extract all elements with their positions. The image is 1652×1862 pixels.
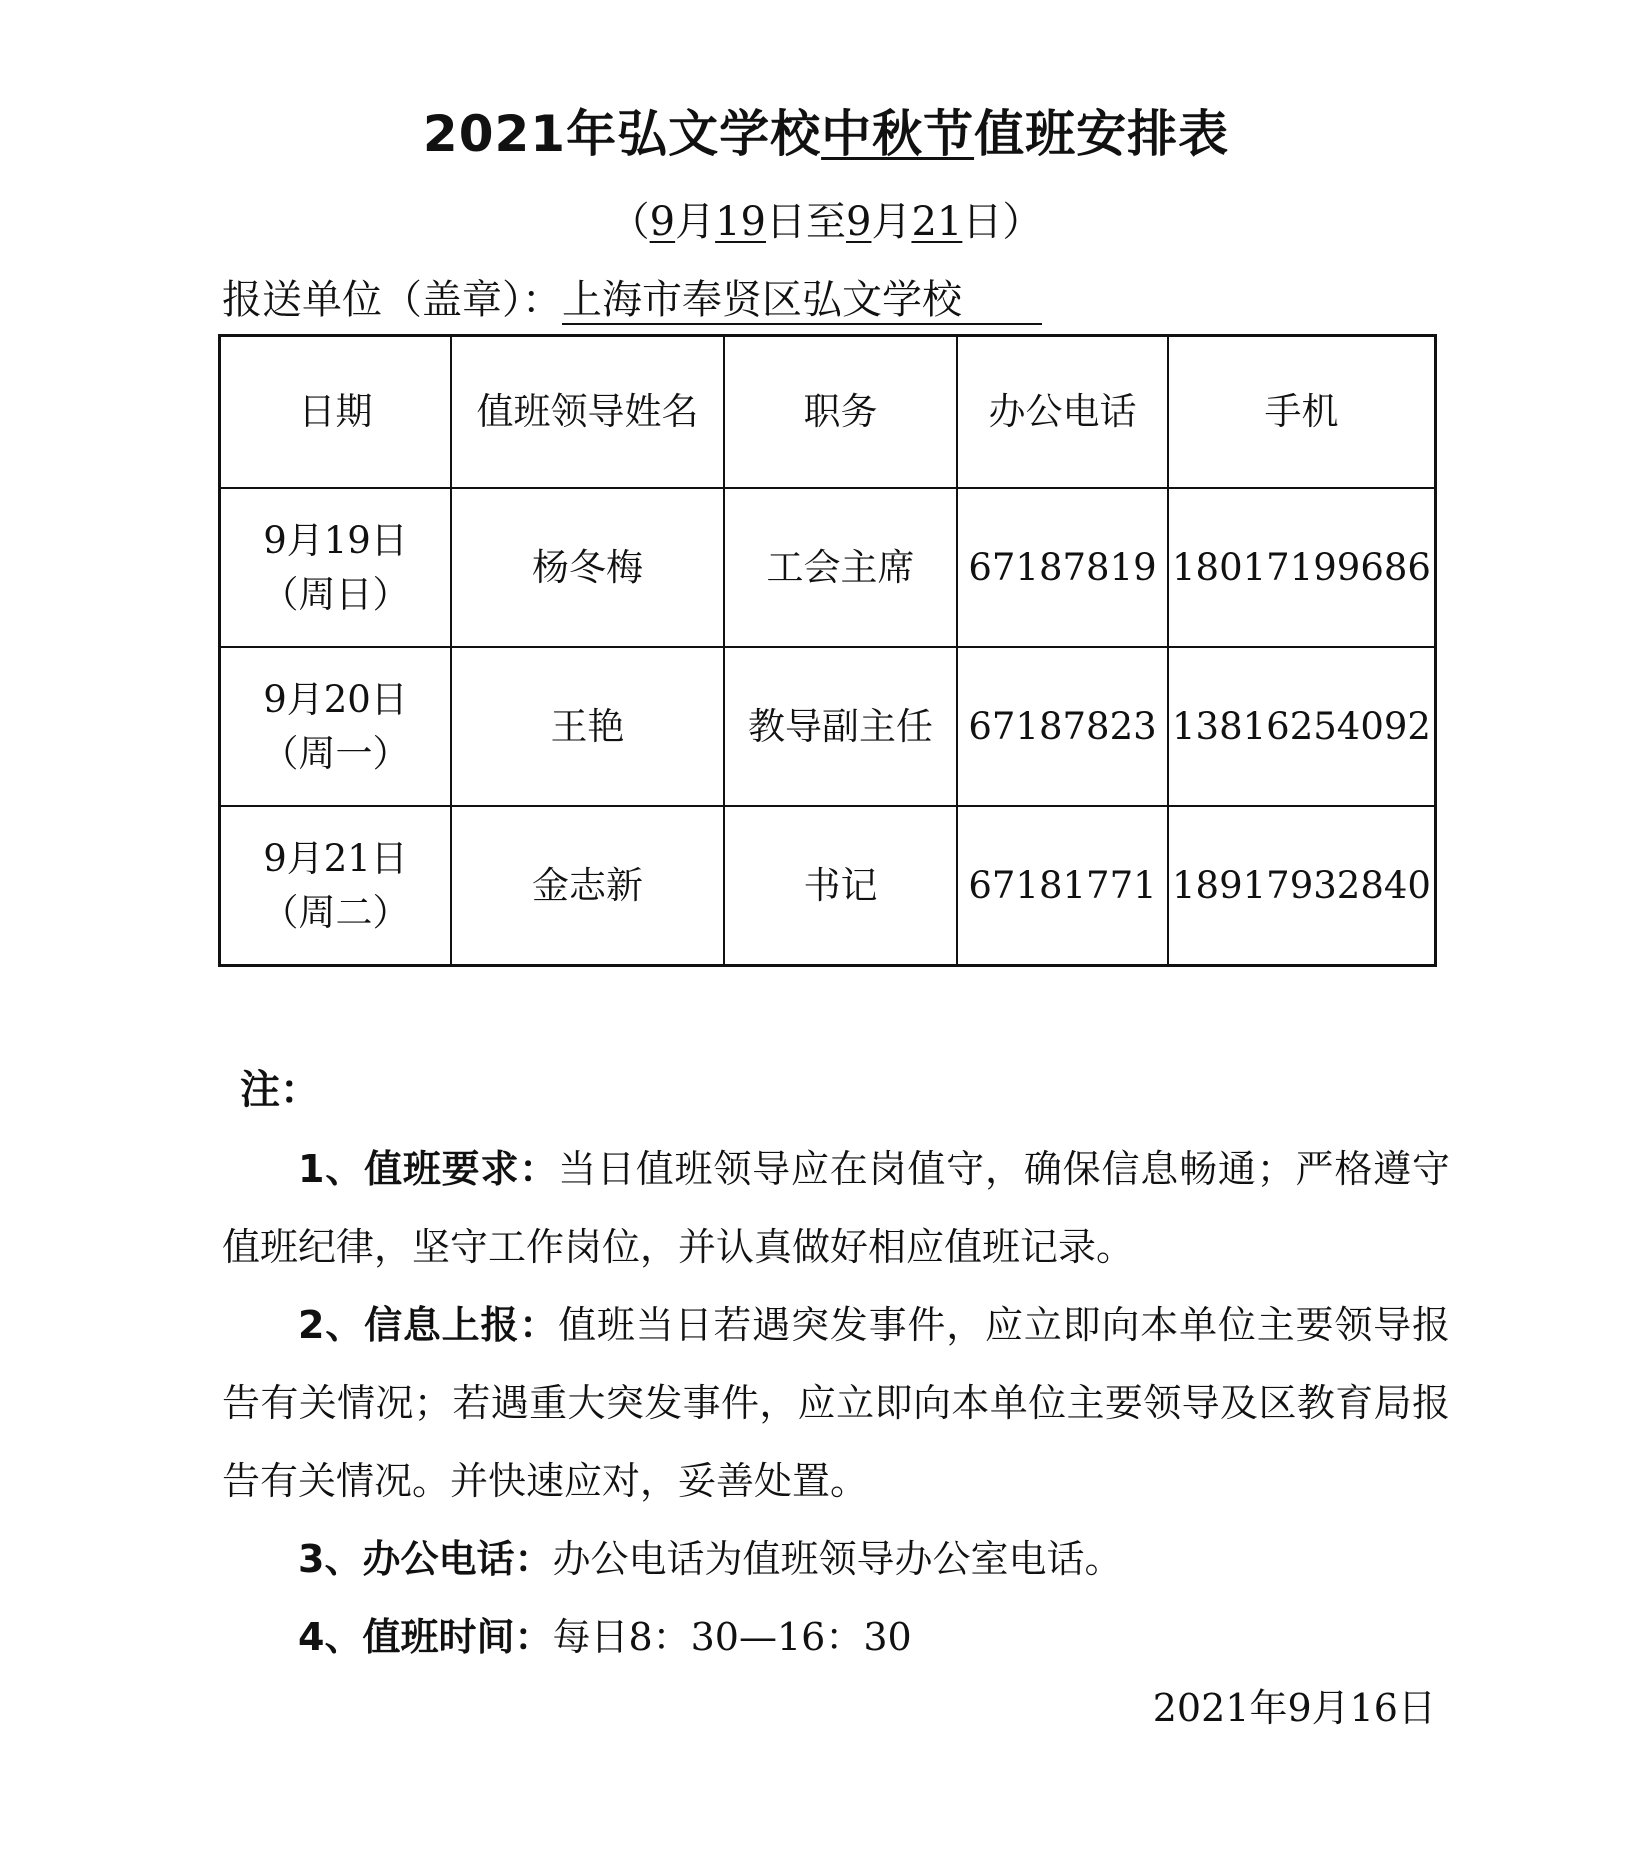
cell-position: 书记 bbox=[724, 806, 957, 966]
weekday-text: （周一） bbox=[261, 731, 410, 775]
header-leader: 值班领导姓名 bbox=[451, 336, 724, 489]
note-item bbox=[222, 1520, 1450, 1598]
subtitle-end-day: 21 bbox=[911, 199, 963, 245]
header-office-phone: 办公电话 bbox=[957, 336, 1168, 489]
date-text: 9月21日 bbox=[263, 836, 408, 880]
note-label: 2、信息上报： bbox=[298, 1303, 559, 1347]
issue-date: 2021年9月16日 bbox=[1152, 1686, 1436, 1730]
cell-office-phone: 67181771 bbox=[957, 806, 1168, 966]
subtitle-start-month: 9 bbox=[649, 199, 676, 245]
cell-date bbox=[220, 806, 452, 966]
page-title bbox=[0, 104, 1652, 164]
subtitle-end-month: 9 bbox=[846, 199, 872, 245]
date-range bbox=[0, 196, 1652, 248]
subtitle-month-char-2: 月 bbox=[871, 199, 912, 245]
cell-position: 教导副主任 bbox=[724, 647, 957, 806]
weekday-text: （周日） bbox=[261, 572, 410, 616]
cell-mobile: 18017199686 bbox=[1168, 488, 1436, 647]
date-text: 9月19日 bbox=[263, 518, 408, 562]
cell-date bbox=[220, 488, 452, 647]
subtitle-close-paren: 日） bbox=[962, 199, 1043, 245]
weekday-text: （周二） bbox=[261, 890, 410, 934]
note-label: 1、值班要求： bbox=[298, 1147, 559, 1191]
title-prefix: 2021年弘文学校 bbox=[422, 105, 822, 163]
note-label: 3、办公电话： bbox=[298, 1537, 553, 1581]
header-date: 日期 bbox=[220, 336, 452, 489]
subtitle-start-day: 19 bbox=[715, 199, 766, 245]
cell-position: 工会主席 bbox=[724, 488, 957, 647]
subtitle-to: 日至 bbox=[766, 199, 846, 245]
title-festival: 中秋节 bbox=[821, 105, 975, 163]
reporting-unit-label: 报送单位（盖章）： bbox=[222, 277, 562, 323]
date-text: 9月20日 bbox=[263, 677, 408, 721]
cell-leader: 王艳 bbox=[451, 647, 724, 806]
cell-office-phone: 67187823 bbox=[957, 647, 1168, 806]
header-position: 职务 bbox=[724, 336, 957, 489]
cell-date bbox=[220, 647, 452, 806]
note-text: 每日8：30—16：30 bbox=[552, 1615, 912, 1659]
note-text: 当日值班领导应在岗值守，确保信息畅通；严格遵守值班纪律，坚守工作岗位，并认真做好相应值班记录。 bbox=[222, 1147, 1450, 1269]
header-mobile: 手机 bbox=[1168, 336, 1436, 489]
subtitle-open-paren: （ bbox=[609, 199, 650, 245]
note-item bbox=[222, 1130, 1450, 1286]
title-suffix: 值班安排表 bbox=[974, 105, 1230, 163]
reporting-unit-value: 上海市奉贤区弘文学校 bbox=[562, 277, 1042, 325]
note-text: 办公电话为值班领导办公室电话。 bbox=[552, 1537, 1123, 1581]
cell-leader: 杨冬梅 bbox=[451, 488, 724, 647]
table-row bbox=[220, 647, 1436, 806]
table-header-row bbox=[220, 336, 1436, 489]
duty-table bbox=[218, 334, 1437, 967]
cell-mobile: 13816254092 bbox=[1168, 647, 1436, 806]
note-item bbox=[222, 1286, 1450, 1520]
note-text: 值班当日若遇突发事件，应立即向本单位主要领导报告有关情况；若遇重大突发事件，应立即向本单位主要领导及区教育局报告有关情况。并快速应对，妥善处置。 bbox=[222, 1303, 1450, 1503]
note-label: 4、值班时间： bbox=[298, 1615, 553, 1659]
cell-mobile: 18917932840 bbox=[1168, 806, 1436, 966]
subtitle-month-char-1: 月 bbox=[675, 199, 716, 245]
table-row bbox=[220, 488, 1436, 647]
cell-leader: 金志新 bbox=[451, 806, 724, 966]
table-row bbox=[220, 806, 1436, 966]
cell-office-phone: 67187819 bbox=[957, 488, 1168, 647]
reporting-unit bbox=[222, 274, 1042, 326]
note-item bbox=[222, 1598, 1450, 1676]
notes-heading: 注： bbox=[240, 1067, 320, 1113]
